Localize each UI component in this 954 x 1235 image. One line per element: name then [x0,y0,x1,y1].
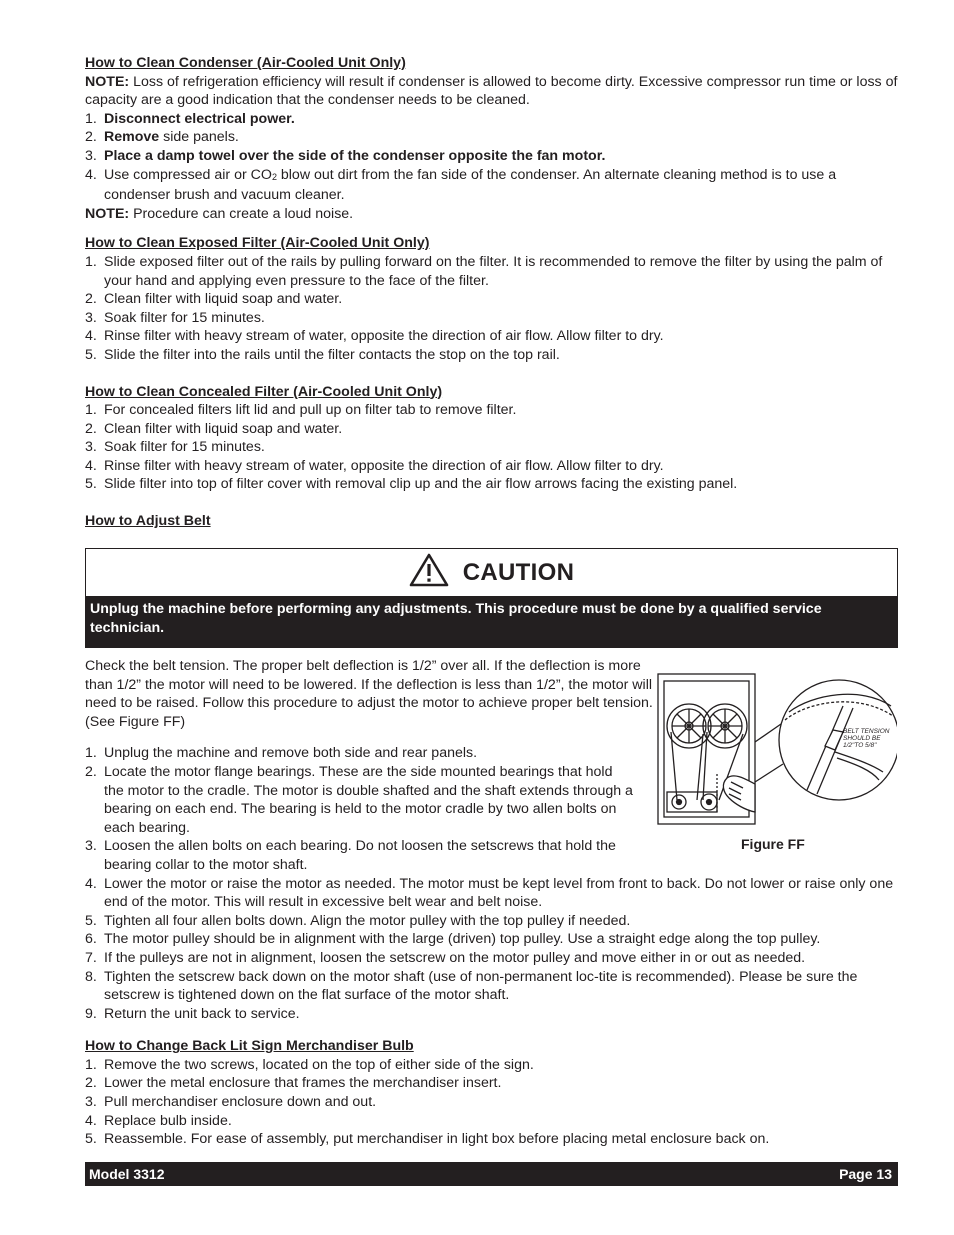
sign-step-4: 4. Replace bulb inside. [85,1112,232,1129]
belt-tension-figure [657,672,897,832]
caution-box [85,548,898,648]
sign-step-1: 1. Remove the two screws, located on the top of either side of the sign. [85,1056,534,1073]
upper-content [85,54,898,531]
pulley-assembly-illustration [658,674,755,824]
page-number: Page 13 [839,1166,892,1182]
belt-intro: Check the belt tension. The proper belt deflection is 1/2” over all. If the deflection is more than 1/2” the motor will need to be lowered. If the deflection is less than 1/2”, the motor will need to be raised. Follow this procedure to adjust the motor to achieve proper belt tension. (See Figure FF) [85,658,653,730]
figure-label-1: BELT TENSION [843,728,890,735]
figure-caption: Figure FF [741,836,805,852]
belt-step-5: 5. Tighten all four allen bolts down. Align the motor pulley with the top pulley if needed. [85,912,631,929]
warning-triangle-icon [409,553,449,592]
condenser-step-2: 2. Remove side panels. [85,129,239,146]
belt-step-3: 3. Loosen the allen bolts on each bearing. Do not loosen the setscrews that hold the bearing collar to the motor shaft. [85,838,616,873]
caution-title: CAUTION [462,558,575,586]
concealed-filter-heading: How to Clean Concealed Filter (Air-Cooled Unit Only) [85,383,443,400]
belt-step-7: 7. If the pulleys are not in alignment, loosen the setscrew on the motor pulley and move either in or out as needed. [85,949,806,966]
exposed-step-2: 2. Clean filter with liquid soap and water. [85,291,343,308]
caution-message: Unplug the machine before performing any adjustments. This procedure must be done by a qualified service technician. [86,596,897,647]
concealed-step-2: 2. Clean filter with liquid soap and water. [85,420,343,437]
belt-step-2: 2. Locate the motor flange bearings. These are the side mounted bearings that hold the motor to the cradle. The motor is double shafted and the shaft extends through a bearing on each end. The bearing is held to the motor cradle by two allen bolts on each bearing. [85,763,633,836]
belt-heading: How to Adjust Belt [85,513,211,530]
belt-step-1: 1. Unplug the machine and remove both side and rear panels. [85,745,478,762]
concealed-step-3: 3. Soak filter for 15 minutes. [85,439,265,456]
sign-step-2: 2. Lower the metal enclosure that frames the merchandiser insert. [85,1075,502,1092]
exposed-step-1: 1. Slide exposed filter out of the rails by pulling forward on the filter. It is recommended to remove the filter by using the palm of your hand and applying even pressure to the face of the filter. [85,253,883,289]
exposed-step-4: 4. Rinse filter with heavy stream of water, opposite the direction of air flow. Allow filter to dry. [85,328,664,345]
belt-step-4: 4. Lower the motor or raise the motor as needed. The motor must be kept level from front to back. Do not lower or raise only one end of the motor. This will result in excessive belt wear and belt noise. [85,875,894,911]
figure-label-3: 1/2"TO 5/8" [843,742,877,749]
page-footer [85,1162,898,1186]
model-label: Model 3312 [89,1166,165,1182]
concealed-step-5: 5. Slide filter into top of filter cover with removal clip up and the air flow arrows facing the existing panel. [85,476,738,493]
condenser-step-1: 1. Disconnect electrical power. [85,110,295,127]
sign-heading: How to Change Back Lit Sign Merchandiser Bulb [85,1038,414,1055]
belt-step-6: 6. The motor pulley should be in alignment with the large (driven) top pulley. Use a straight edge along the top pulley. [85,931,821,948]
belt-step-9: 9. Return the unit back to service. [85,1005,300,1022]
condenser-note-2: NOTE: Procedure can create a loud noise. [85,205,354,222]
exposed-step-3: 3. Soak filter for 15 minutes. [85,309,265,326]
exposed-step-5: 5. Slide the filter into the rails until the filter contacts the stop on the top rail. [85,346,560,363]
condenser-heading: How to Clean Condenser (Air-Cooled Unit Only) [85,55,406,71]
belt-step-8: 8. Tighten the setscrew back down on the motor shaft (use of non-permanent loc-tite is recommended). Please be sure the setscrew is tightened down on the flat surface of the motor shaft. [85,968,858,1004]
caution-header [86,549,897,596]
condenser-step-3: 3. Place a damp towel over the side of the condenser opposite the fan motor. [85,147,606,164]
sign-step-5: 5. Reassemble. For ease of assembly, put merchandiser in light box before placing metal enclosure back on. [85,1131,770,1148]
condenser-note: NOTE: Loss of refrigeration efficiency will result if condenser is allowed to become dirty. Excessive compressor run time or loss of capacity are a good indication that the condenser needs to be cleaned. [85,73,898,109]
concealed-step-1: 1. For concealed filters lift lid and pull up on filter tab to remove filter. [85,402,517,419]
sign-step-3: 3. Pull merchandiser enclosure down and out. [85,1094,377,1111]
exposed-filter-heading: How to Clean Exposed Filter (Air-Cooled Unit Only) [85,235,430,252]
figure-label-2: SHOULD BE [843,735,881,742]
concealed-step-4: 4. Rinse filter with heavy stream of water, opposite the direction of air flow. Allow filter to dry. [85,457,664,474]
condenser-step-4: 4. Use compressed air or $CO_2$ blow out dirt from the fan side of the condenser. An alternate cleaning method is to use a condenser brush and vacuum cleaner. [85,166,837,204]
